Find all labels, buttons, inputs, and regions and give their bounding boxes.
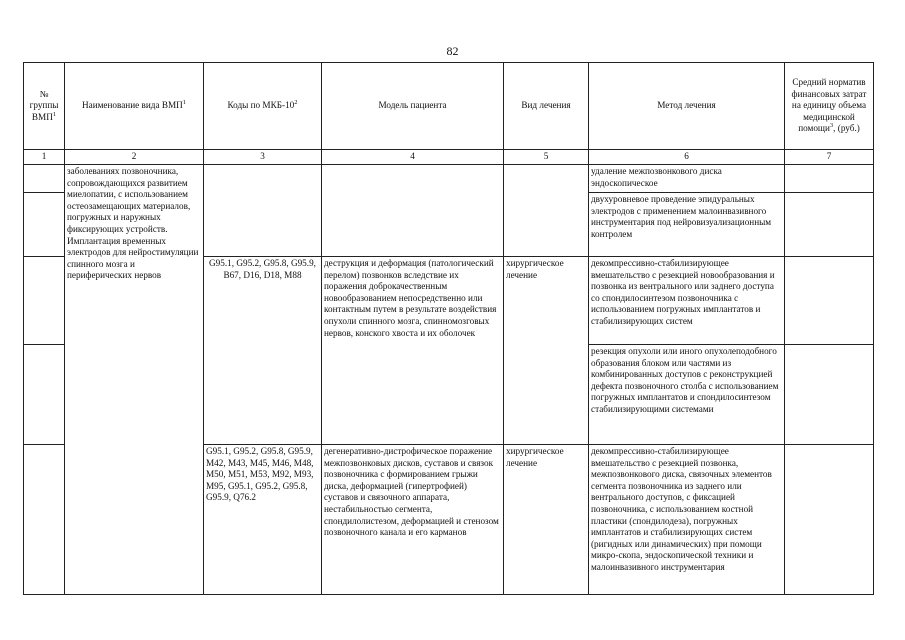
patient-model-cell: деструкция и деформация (патологический перелом) позвонков вследствие их поражения доброкачественным новообразованием непосредственно или контактным путем в результате воздействия опухоли спинного мозга, спинномозговых нервов, конского хвоста и их оболочек (322, 257, 504, 445)
cost-cell (785, 345, 874, 445)
group-number-cell (24, 445, 65, 595)
group-number-cell (24, 165, 65, 193)
treatment-type-cell: хирургическое лечение (504, 257, 589, 445)
header-vmp-name: Наименование вида ВМП$^1$ (65, 63, 204, 150)
group-number-cell (24, 193, 65, 257)
column-number: 7 (785, 150, 874, 165)
patient-model-cell (322, 165, 504, 257)
treatment-method-cell: удаление межпозвонкового диска эндоскопическое (589, 165, 785, 193)
icd-codes-cell: G95.1, G95.2, G95.8, G95.9, B67, D16, D18, M88 (204, 257, 322, 445)
treatment-type-cell (504, 165, 589, 257)
column-number: 2 (65, 150, 204, 165)
vmp-name-cell: заболеваниях позвоночника, сопровождающихся развитием миелопатии, с использованием остеозамещающих материалов, погружных и наружных фиксирующих устройств. Имплантация временных электродов для нейростимуляции спинного мозга и периферических нервов (65, 165, 204, 595)
table-row (24, 165, 874, 193)
treatment-method-cell: декомпрессивно-стабилизирующее вмешательство с резекцией новообразования и позвонка из вентрального или заднего доступа со спондилосинтезом позвоночника с использованием погружных имплантатов и стабилизирующих систем (589, 257, 785, 345)
header-patient-model: Модель пациента (322, 63, 504, 150)
header-group-number: № группы ВМП$^1$ (24, 63, 65, 150)
treatment-method-cell: декомпрессивно-стабилизирующее вмешательство с резекцией позвонка, межпозвонкового диска, связочных элементов сегмента позвоночника из заднего или вентрального доступов, с фиксацией позвоночника, с использованием костной пластики (спондилодеза), погружных имплантатов и стабилизирующих систем (ригидных или динамических) при помощи микро-скопа, эндоскопической техники и малоинвазивного инструментария (589, 445, 785, 595)
header-row (24, 63, 874, 150)
cost-cell (785, 445, 874, 595)
group-number-cell (24, 345, 65, 445)
cost-cell (785, 193, 874, 257)
page-number: 82 (446, 44, 459, 58)
column-number: 6 (589, 150, 785, 165)
patient-model-cell: дегенеративно-дистрофическое поражение межпозвонковых дисков, суставов и связок позвоночника с формированием грыжи диска, деформацией (гипертрофией) суставов и связочного аппарата, нестабильностью сегмента, спондилолистезом, деформацией и стенозом позвоночного канала и его карманов (322, 445, 504, 595)
cost-cell (785, 165, 874, 193)
column-number: 3 (204, 150, 322, 165)
column-number-row (24, 150, 874, 165)
treatment-type-cell: хирургическое лечение (504, 445, 589, 595)
group-number-cell (24, 257, 65, 345)
header-treatment-method: Метод лечения (589, 63, 785, 150)
column-number: 4 (322, 150, 504, 165)
treatment-method-cell: резекция опухоли или иного опухолеподобного образования блоком или частями из комбинированных доступов с реконструкцией дефекта позвоночного столба с использованием погружных имплантатов и спондилосинтезом стабилизирующими системами (589, 345, 785, 445)
icd-codes-cell: G95.1, G95.2, G95.8, G95.9, M42, M43, M45, M46, M48, M50, M51, M53, M92, M93, M95, G95.1, G95.2, G95.8, G95.9, Q76.2 (204, 445, 322, 595)
cost-cell (785, 257, 874, 345)
column-number: 1 (24, 150, 65, 165)
header-treatment-type: Вид лечения (504, 63, 589, 150)
column-number: 5 (504, 150, 589, 165)
treatment-method-cell: двухуровневое проведение эпидуральных электродов с применением малоинвазивного инструментария под нейровизуализационным контролем (589, 193, 785, 257)
vmp-table (23, 62, 874, 595)
header-cost-standard: Средний норматив финансовых затрат на единицу объема медицинской помощи$^3$, (руб.) (785, 63, 874, 150)
header-icd-codes: Коды по МКБ-$10^2$ (204, 63, 322, 150)
icd-codes-cell (204, 165, 322, 257)
